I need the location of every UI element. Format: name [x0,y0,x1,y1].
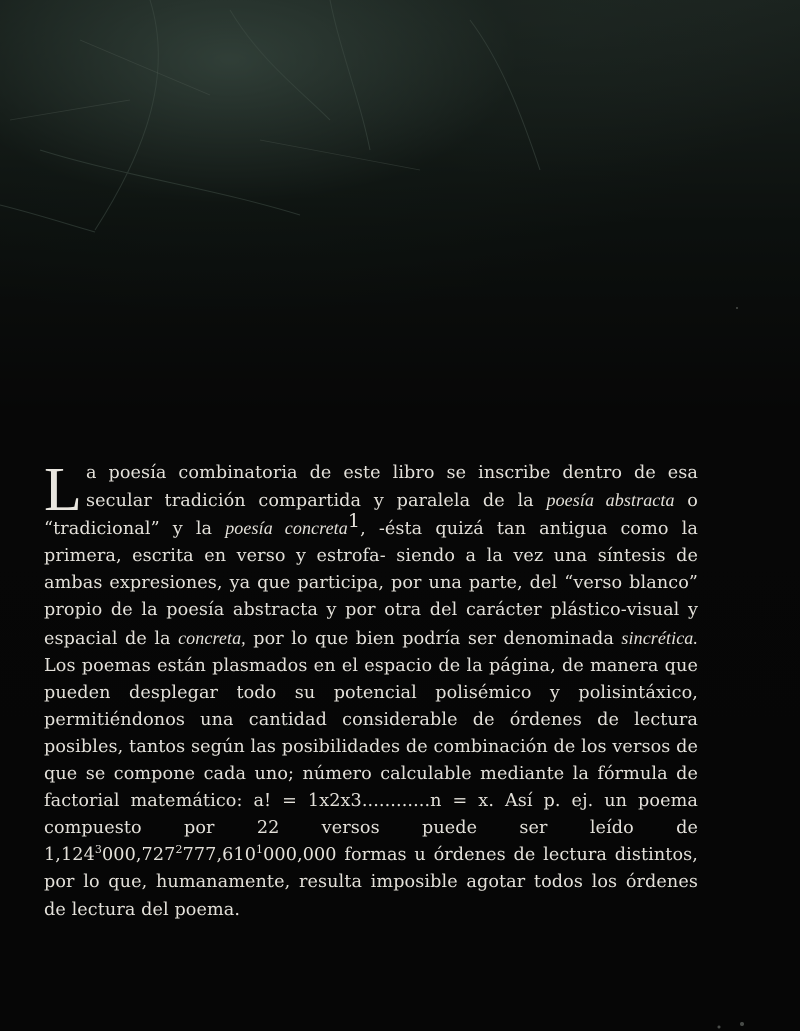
intro-paragraph [44,456,698,924]
paragraph-text: o “tradicional” y la [44,491,698,540]
italic-term: poesía concreta [225,518,348,539]
italic-term: poesía abstracta [546,490,675,511]
paragraph-text: Los poemas están plasmados en el espacio de la página, de manera que pueden desplegar todo su potencial polisémico y polisintáxico, permitiéndonos una cantidad considerable de órdenes de lectura posibles, tantos según las posibilidades de combinación de los versos de que se compone cada uno; número calculable mediante la fórmula de factorial matemático: a! = 1x2x3............n = x. Así p. ej. un poema compuesto por 22 versos puede ser leído de 1,124 [44,655,698,866]
paragraph-text: 777,610 [182,845,257,866]
number-superscript: 1 [256,843,264,857]
number-superscript: 3 [94,843,102,857]
footnote-reference: 1 [347,510,361,533]
italic-term: sincrética. [621,627,698,648]
drop-cap: L [44,456,82,524]
paragraph-text: , -ésta quizá tan antigua como la primera, escrita en verso y estrofa- siendo a la vez una síntesis de ambas expresiones, ya que participa, por una parte, del “verso blanco” propio de la poesía abstracta y por otra del carácter plástico-visual y espacial de la [44,519,698,649]
number-superscript: 2 [175,843,183,857]
paragraph-text: 000,000 formas u órdenes de lectura distintos, por lo que, humanamente, resulta imposible agotar todos los órdenes de lectura del poema. [44,845,698,920]
paragraph-text: 000,727 [101,845,176,866]
italic-term: concreta, [178,627,246,648]
paragraph-text: por lo que bien podría ser denominada [245,628,622,649]
paragraph-text: a poesía combinatoria de este libro se inscribe dentro de esa secular tradición compartida y paralela de la [85,463,698,512]
